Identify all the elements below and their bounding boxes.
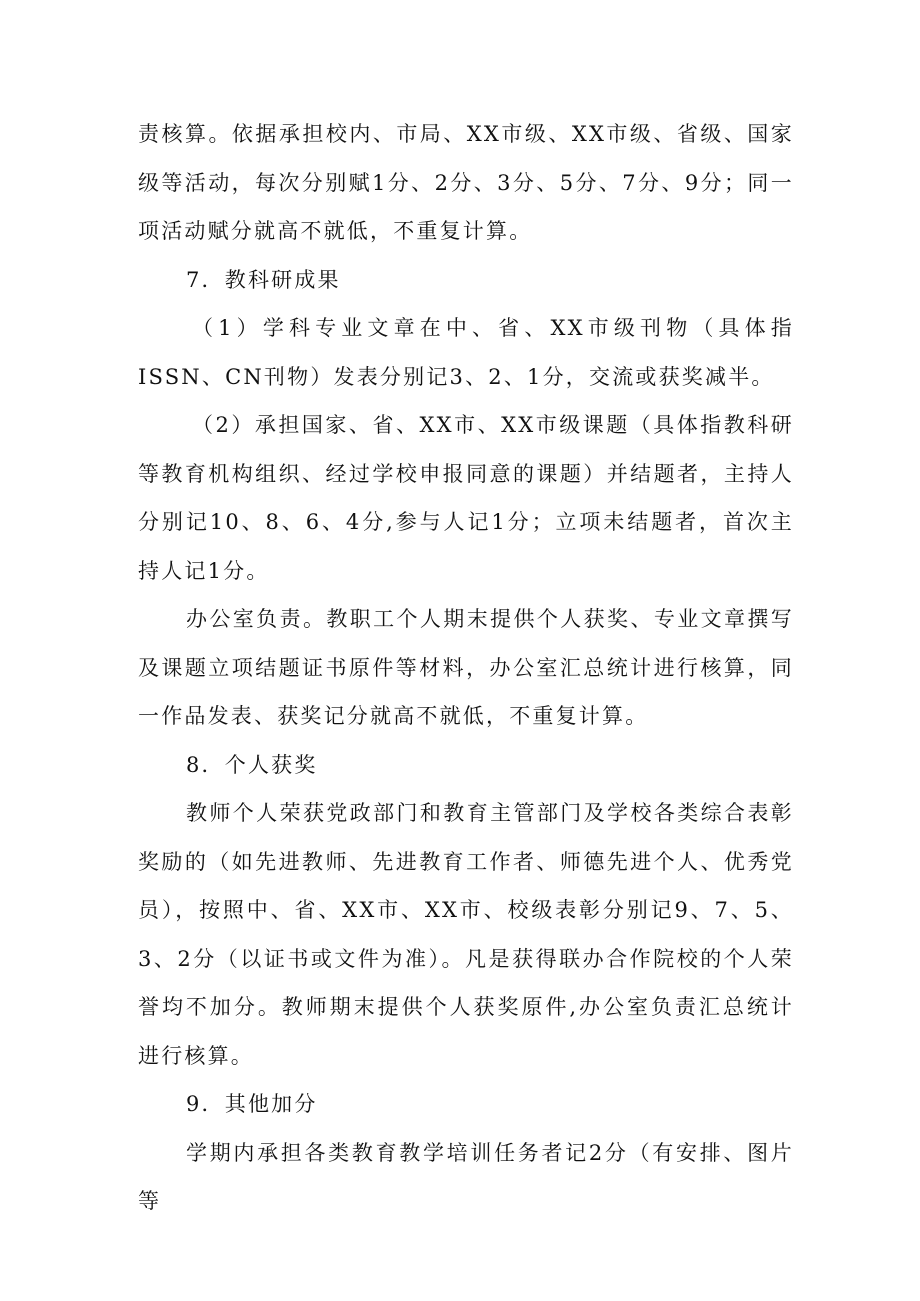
paragraph-scoring-activities: 责核算。依据承担校内、市局、XX市级、XX市级、省级、国家级等活动，每次分别赋1分、2分、3分、5分、7分、9分；同一项活动赋分就高不就低，不重复计算。 [138,122,794,243]
heading-other-points: 9．其他加分 [186,1092,318,1116]
paragraph-articles: （1）学科专业文章在中、省、XX市级刊物（具体指ISSN、CN刊物）发表分别记3、2、1分，交流或获奖减半。 [138,316,794,389]
heading-research-results: 7．教科研成果 [186,267,341,292]
document-body [138,110,794,1226]
paragraph-awards-rules: 教师个人荣获党政部门和教育主管部门及学校各类综合表彰奖励的（如先进教师、先进教育工作者、师德先进个人、优秀党员），按照中、省、XX市、XX市、校级表彰分别记9、7、5、3、2分（以证书或文件为准）。凡是获得联办合作院校的个人荣誉均不加分。教师期末提供个人获奖原件,办公室负责汇总统计进行核算。 [138,801,794,1068]
paragraph-office-responsibility: 办公室负责。教职工个人期末提供个人获奖、专业文章撰写及课题立项结题证书原件等材料，办公室汇总统计进行核算，同一作品发表、获奖记分就高不就低，不重复计算。 [138,607,794,728]
heading-personal-awards: 8．个人获奖 [186,752,318,777]
paragraph-research-projects: （2）承担国家、省、XX市、XX市级课题（具体指教科研等教育机构组织、经过学校申报同意的课题）并结题者，主持人分别记10、8、6、4分,参与人记1分；立项未结题者，首次主持人记1分。 [138,413,794,583]
paragraph-training-tasks: 学期内承担各类教育教学培训任务者记2分（有安排、图片等 [138,1140,794,1213]
